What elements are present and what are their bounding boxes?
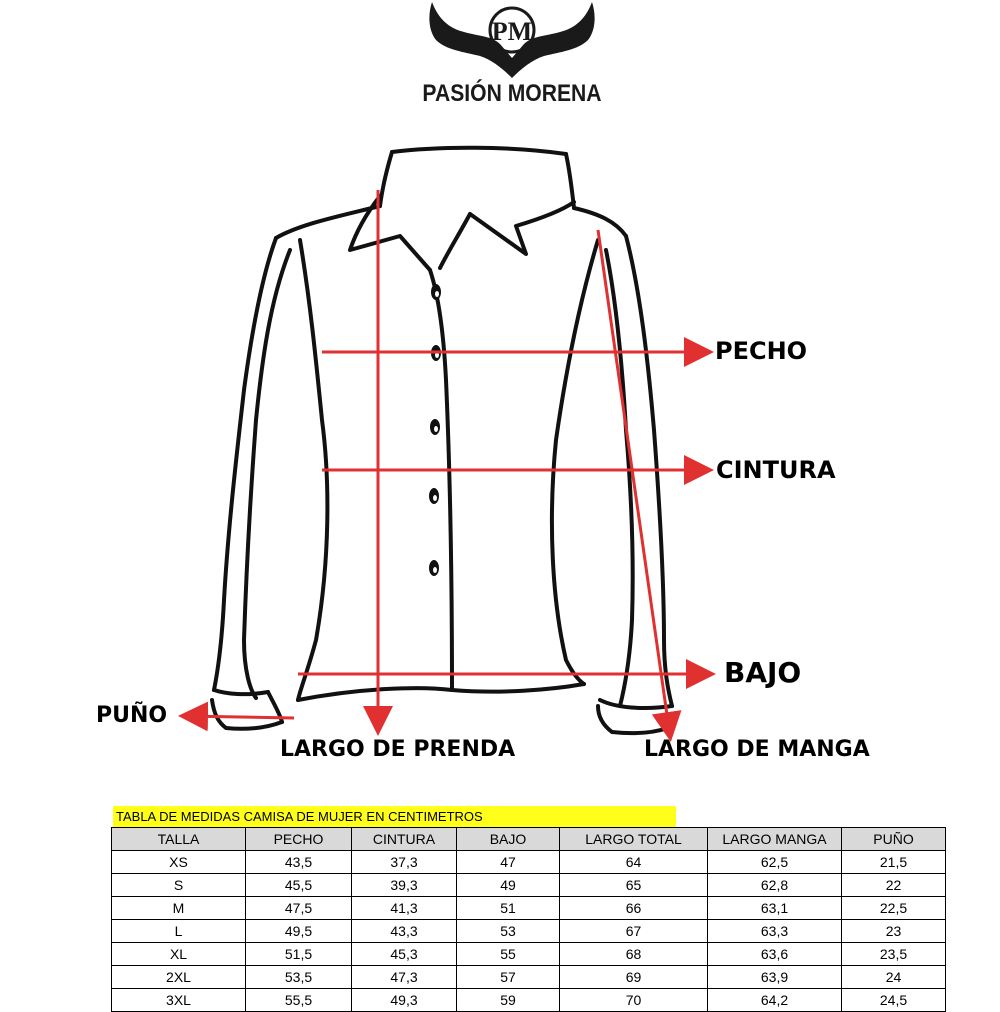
cell-talla: S [112,874,246,897]
cell-largo-total: 66 [560,897,708,920]
largo-prenda-label: LARGO DE PRENDA [280,737,516,762]
largo-manga-label: LARGO DE MANGA [644,737,870,762]
puno-label: PUÑO [96,703,168,728]
cell-cintura: 47,3 [352,966,457,989]
table-row [112,920,946,943]
brand-logo [426,0,598,80]
cell-pecho: 49,5 [246,920,352,943]
cell-largo-total: 68 [560,943,708,966]
cell-bajo: 57 [457,966,560,989]
cell-puno: 23,5 [842,943,946,966]
cell-pecho: 51,5 [246,943,352,966]
cell-bajo: 51 [457,897,560,920]
cell-talla: 2XL [112,966,246,989]
header-largo-total: LARGO TOTAL [560,828,708,851]
cell-largo-manga: 63,1 [708,897,842,920]
cell-largo-total: 64 [560,851,708,874]
logo-monogram: PM [491,17,533,46]
shirt-outline [212,148,672,733]
table-row [112,874,946,897]
cell-largo-total: 65 [560,874,708,897]
cell-bajo: 49 [457,874,560,897]
header-pecho: PECHO [246,828,352,851]
cell-bajo: 47 [457,851,560,874]
shirt-diagram [0,120,1000,800]
cell-pecho: 47,5 [246,897,352,920]
cell-talla: L [112,920,246,943]
cintura-label: CINTURA [716,456,836,484]
table-row [112,989,946,1012]
pecho-label: PECHO [715,337,808,365]
cell-pecho: 53,5 [246,966,352,989]
cell-talla: XL [112,943,246,966]
cell-talla: M [112,897,246,920]
brand-name: PASIÓN MORENA [422,80,602,107]
cell-puno: 21,5 [842,851,946,874]
cell-cintura: 37,3 [352,851,457,874]
header-bajo: BAJO [457,828,560,851]
cell-largo-manga: 63,9 [708,966,842,989]
header-largo-manga: LARGO MANGA [708,828,842,851]
cell-puno: 22,5 [842,897,946,920]
size-table [111,827,946,1012]
header-puno: PUÑO [842,828,946,851]
cell-cintura: 45,3 [352,943,457,966]
cell-largo-manga: 62,5 [708,851,842,874]
cell-cintura: 39,3 [352,874,457,897]
cell-cintura: 43,3 [352,920,457,943]
cell-pecho: 43,5 [246,851,352,874]
cell-largo-total: 67 [560,920,708,943]
cell-cintura: 49,3 [352,989,457,1012]
cell-puno: 24,5 [842,989,946,1012]
cell-puno: 23 [842,920,946,943]
cell-talla: XS [112,851,246,874]
table-row [112,897,946,920]
table-row [112,851,946,874]
cell-largo-total: 69 [560,966,708,989]
header-talla: TALLA [112,828,246,851]
cell-pecho: 45,5 [246,874,352,897]
cell-bajo: 53 [457,920,560,943]
cell-largo-total: 70 [560,989,708,1012]
cell-cintura: 41,3 [352,897,457,920]
size-table-header-row [112,828,946,851]
table-row [112,943,946,966]
header-cintura: CINTURA [352,828,457,851]
cell-largo-manga: 63,3 [708,920,842,943]
cell-pecho: 55,5 [246,989,352,1012]
cell-largo-manga: 62,8 [708,874,842,897]
cell-bajo: 55 [457,943,560,966]
bajo-label: BAJO [724,656,802,689]
cell-puno: 22 [842,874,946,897]
puno-measure-line [184,716,294,718]
table-row [112,966,946,989]
cell-bajo: 59 [457,989,560,1012]
cell-largo-manga: 63,6 [708,943,842,966]
cell-talla: 3XL [112,989,246,1012]
cell-puno: 24 [842,966,946,989]
cell-largo-manga: 64,2 [708,989,842,1012]
size-table-title: TABLA DE MEDIDAS CAMISA DE MUJER EN CENTIMETROS [113,806,676,827]
